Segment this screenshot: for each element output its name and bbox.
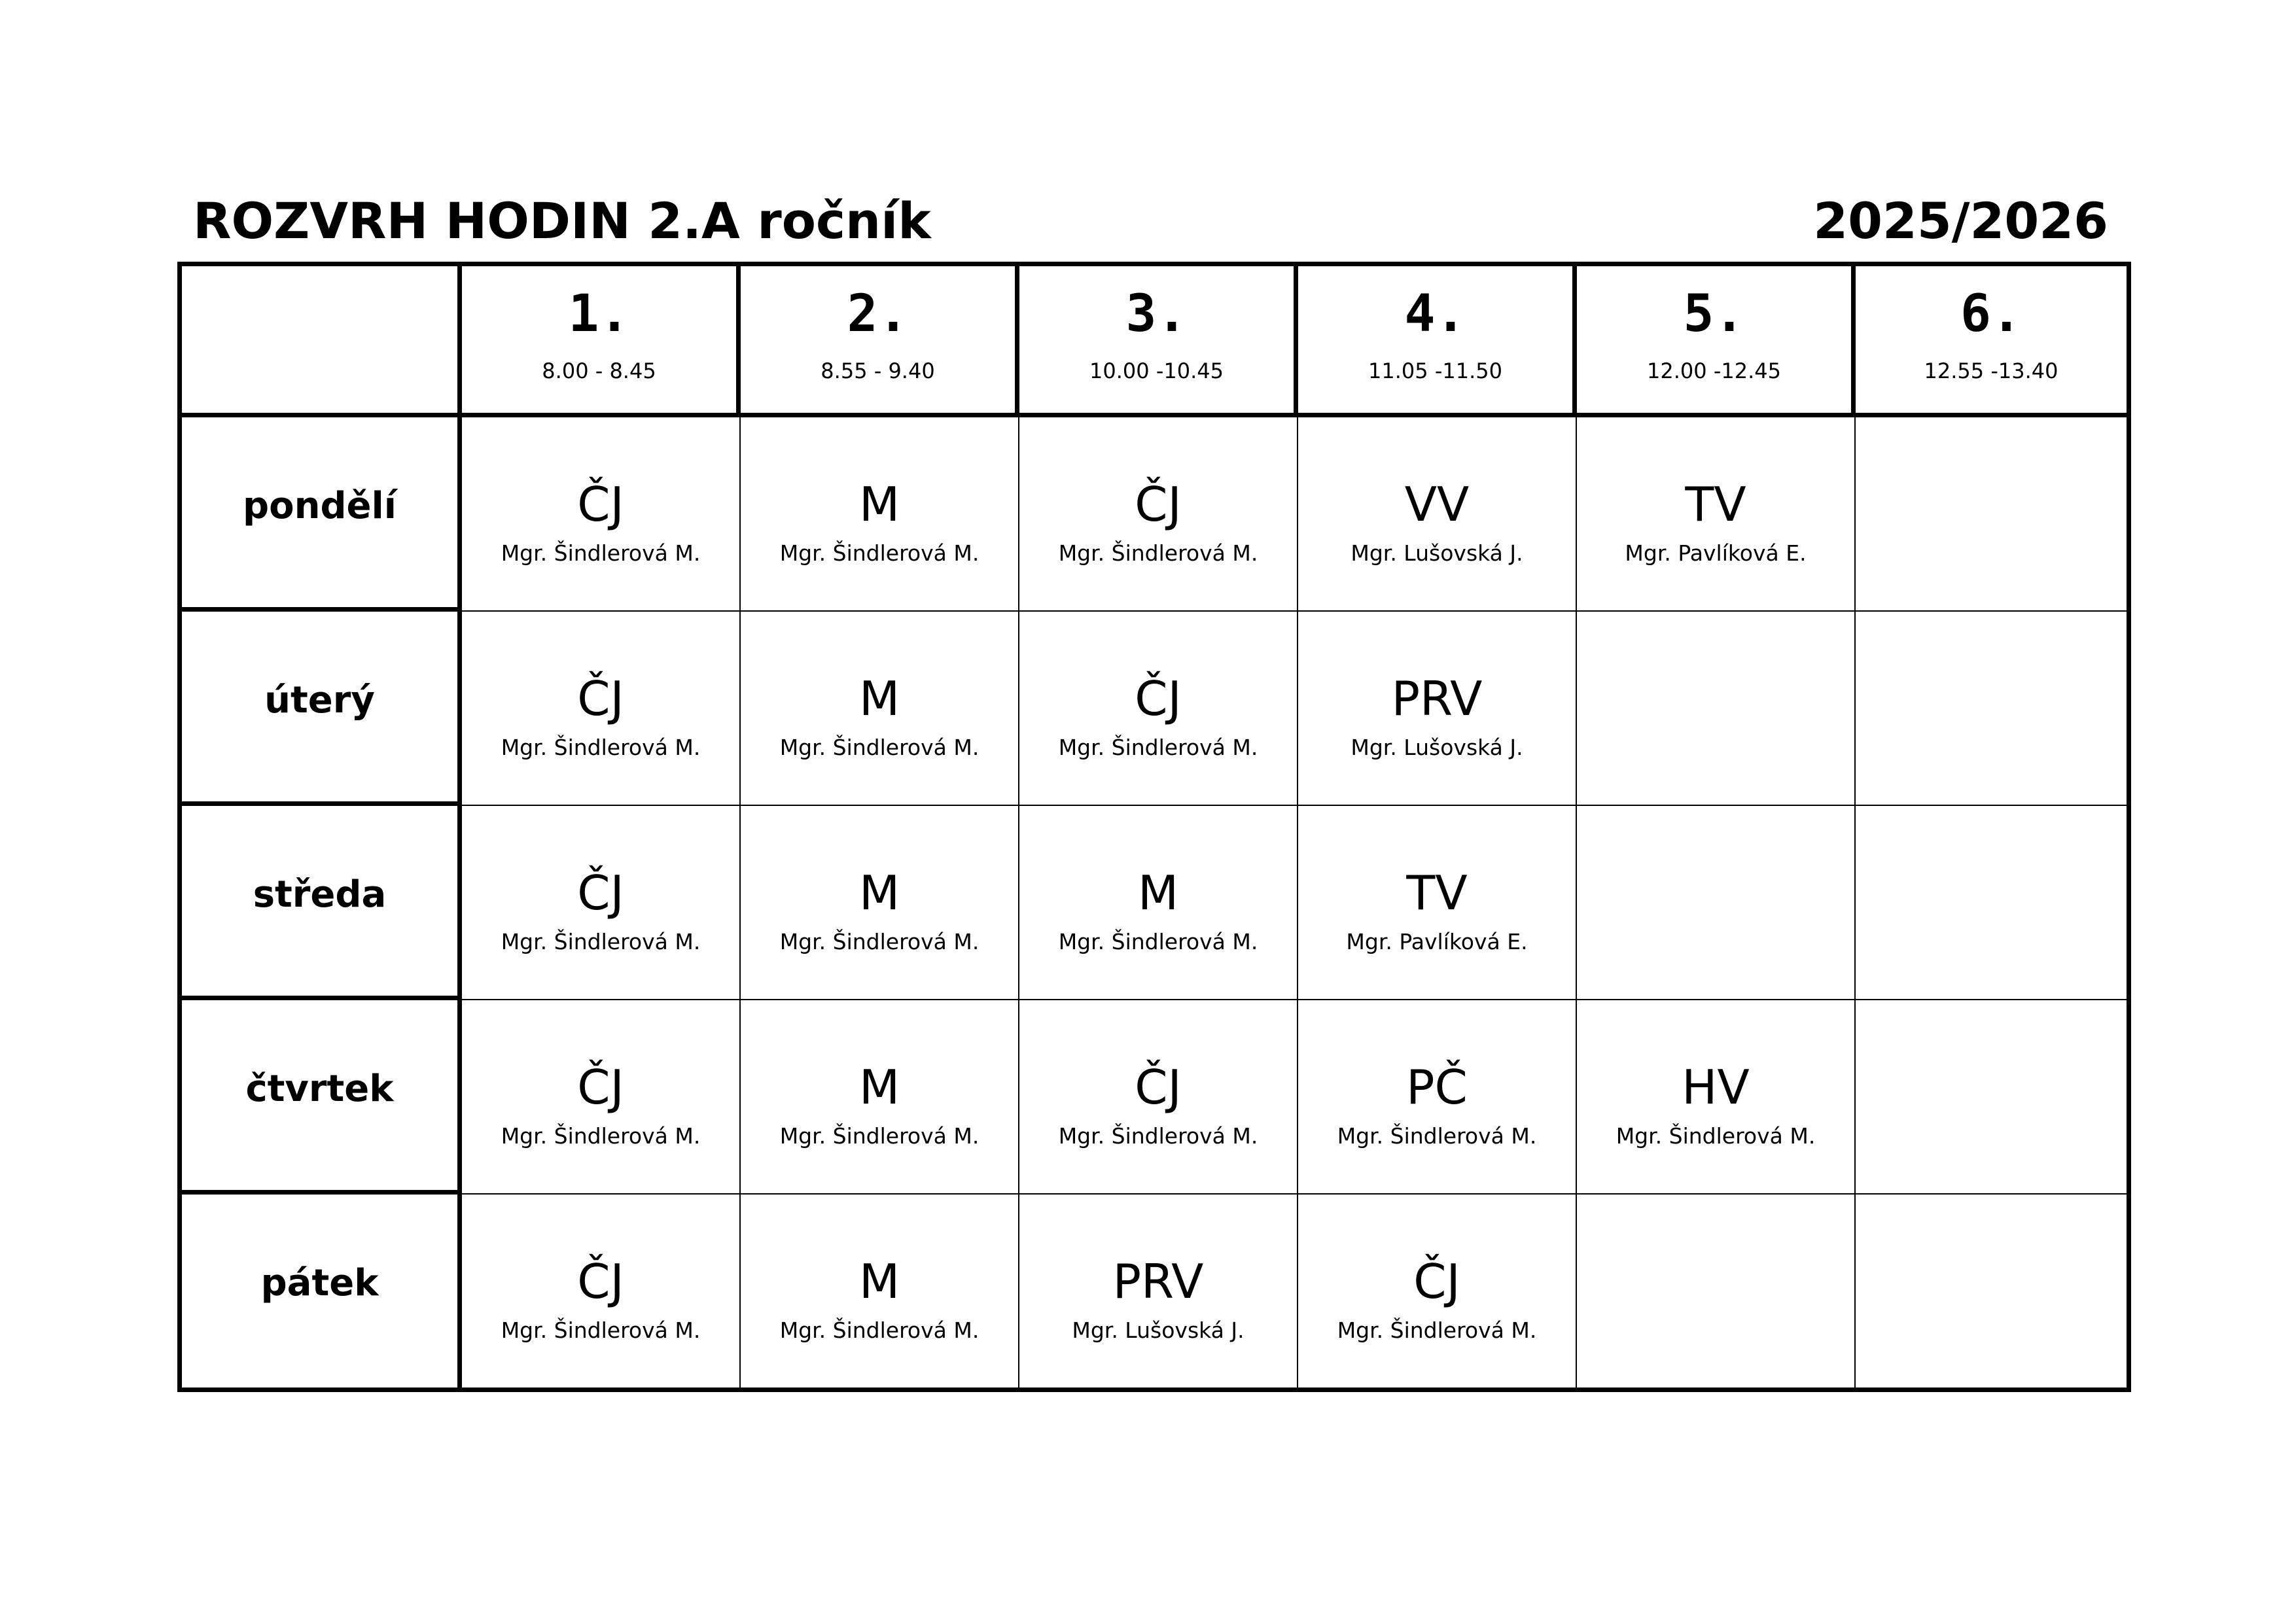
lesson-cell	[462, 1195, 741, 1387]
period-header	[462, 266, 741, 417]
lesson-cell	[741, 1000, 1019, 1195]
lesson-cell	[1856, 612, 2127, 806]
lesson-teacher: Mgr. Šindlerová M.	[1058, 735, 1258, 760]
period-header	[1019, 266, 1298, 417]
lesson-teacher: Mgr. Šindlerová M.	[1058, 929, 1258, 954]
lesson-cell	[1019, 417, 1298, 612]
period-number: 1.	[568, 285, 630, 343]
lesson-subject: M	[858, 1060, 900, 1115]
lesson-teacher: Mgr. Šindlerová M.	[779, 735, 980, 760]
lesson-subject: ČJ	[1135, 477, 1182, 532]
lesson-teacher: Mgr. Šindlerová M.	[779, 1318, 980, 1343]
period-number: 2.	[847, 285, 909, 343]
lesson-cell	[462, 1000, 741, 1195]
lesson-subject: PČ	[1406, 1060, 1468, 1115]
day-cell	[182, 806, 462, 1000]
period-time: 12.55 -13.40	[1924, 358, 2058, 383]
lesson-cell	[1298, 1000, 1577, 1195]
timetable-grid	[177, 262, 2131, 1392]
lesson-cell	[1298, 1195, 1577, 1387]
day-cell	[182, 1195, 462, 1387]
lesson-cell	[1856, 806, 2127, 1000]
lesson-subject: M	[858, 477, 900, 532]
lesson-subject: ČJ	[577, 1254, 624, 1309]
lesson-subject: ČJ	[1413, 1254, 1460, 1309]
lesson-cell	[1577, 1000, 1856, 1195]
lesson-cell	[1577, 612, 1856, 806]
lesson-subject: ČJ	[1135, 671, 1182, 726]
lesson-teacher: Mgr. Šindlerová M.	[501, 1123, 701, 1149]
lesson-teacher: Mgr. Šindlerová M.	[501, 929, 701, 954]
lesson-teacher: Mgr. Šindlerová M.	[501, 540, 701, 566]
lesson-subject: VV	[1404, 477, 1470, 532]
lesson-teacher: Mgr. Šindlerová M.	[779, 929, 980, 954]
lesson-cell	[741, 1195, 1019, 1387]
lesson-teacher: Mgr. Lušovská J.	[1351, 735, 1523, 760]
lesson-subject: ČJ	[1135, 1060, 1182, 1115]
lesson-cell	[1019, 806, 1298, 1000]
period-time: 12.00 -12.45	[1647, 358, 1781, 383]
day-cell	[182, 1000, 462, 1195]
day-label: pátek	[260, 1262, 379, 1304]
lesson-cell	[1298, 806, 1577, 1000]
lesson-teacher: Mgr. Šindlerová M.	[1616, 1123, 1816, 1149]
lesson-subject: M	[1137, 865, 1179, 920]
day-label: úterý	[264, 679, 375, 722]
lesson-subject: PRV	[1391, 671, 1483, 726]
lesson-teacher: Mgr. Šindlerová M.	[779, 540, 980, 566]
period-header	[1298, 266, 1577, 417]
lesson-teacher: Mgr. Šindlerová M.	[501, 1318, 701, 1343]
day-label: čtvrtek	[245, 1068, 394, 1110]
period-time: 8.00 - 8.45	[542, 358, 656, 383]
period-time: 10.00 -10.45	[1089, 358, 1224, 383]
period-header	[1577, 266, 1856, 417]
lesson-cell	[1298, 417, 1577, 612]
lesson-teacher: Mgr. Pavlíková E.	[1346, 929, 1528, 954]
lesson-cell	[462, 612, 741, 806]
lesson-subject: TV	[1406, 865, 1468, 920]
lesson-cell	[741, 612, 1019, 806]
lesson-cell	[1856, 1000, 2127, 1195]
period-number: 3.	[1125, 285, 1188, 343]
period-number: 4.	[1404, 285, 1466, 343]
page-title: ROZVRH HODIN 2.A ročník	[193, 192, 931, 250]
corner-cell	[182, 266, 462, 417]
lesson-teacher: Mgr. Lušovská J.	[1072, 1318, 1245, 1343]
lesson-teacher: Mgr. Šindlerová M.	[501, 735, 701, 760]
period-number: 6.	[1960, 285, 2022, 343]
day-cell	[182, 612, 462, 806]
lesson-cell	[1856, 1195, 2127, 1387]
lesson-subject: TV	[1685, 477, 1746, 532]
lesson-cell	[462, 417, 741, 612]
lesson-subject: M	[858, 1254, 900, 1309]
lesson-subject: ČJ	[577, 1060, 624, 1115]
period-time: 8.55 - 9.40	[821, 358, 935, 383]
lesson-subject: HV	[1682, 1060, 1750, 1115]
lesson-subject: ČJ	[577, 671, 624, 726]
lesson-subject: ČJ	[577, 477, 624, 532]
lesson-cell	[741, 417, 1019, 612]
lesson-cell	[741, 806, 1019, 1000]
lesson-cell	[1019, 1195, 1298, 1387]
lesson-cell	[1577, 417, 1856, 612]
lesson-cell	[1019, 612, 1298, 806]
lesson-subject: M	[858, 671, 900, 726]
lesson-subject: PRV	[1112, 1254, 1204, 1309]
lesson-teacher: Mgr. Pavlíková E.	[1625, 540, 1807, 566]
lesson-cell	[462, 806, 741, 1000]
day-cell	[182, 417, 462, 612]
lesson-cell	[1577, 1195, 1856, 1387]
lesson-cell	[1298, 612, 1577, 806]
lesson-cell	[1577, 806, 1856, 1000]
day-label: pondělí	[243, 485, 397, 527]
school-year: 2025/2026	[1813, 192, 2108, 250]
lesson-teacher: Mgr. Šindlerová M.	[1058, 540, 1258, 566]
lesson-subject: ČJ	[577, 865, 624, 920]
period-header	[741, 266, 1019, 417]
period-number: 5.	[1683, 285, 1745, 343]
lesson-teacher: Mgr. Lušovská J.	[1351, 540, 1523, 566]
lesson-teacher: Mgr. Šindlerová M.	[1337, 1318, 1537, 1343]
period-time: 11.05 -11.50	[1368, 358, 1502, 383]
lesson-cell	[1019, 1000, 1298, 1195]
lesson-cell	[1856, 417, 2127, 612]
period-header	[1856, 266, 2127, 417]
lesson-teacher: Mgr. Šindlerová M.	[1058, 1123, 1258, 1149]
lesson-teacher: Mgr. Šindlerová M.	[779, 1123, 980, 1149]
day-label: středa	[253, 873, 387, 916]
lesson-subject: M	[858, 865, 900, 920]
lesson-teacher: Mgr. Šindlerová M.	[1337, 1123, 1537, 1149]
